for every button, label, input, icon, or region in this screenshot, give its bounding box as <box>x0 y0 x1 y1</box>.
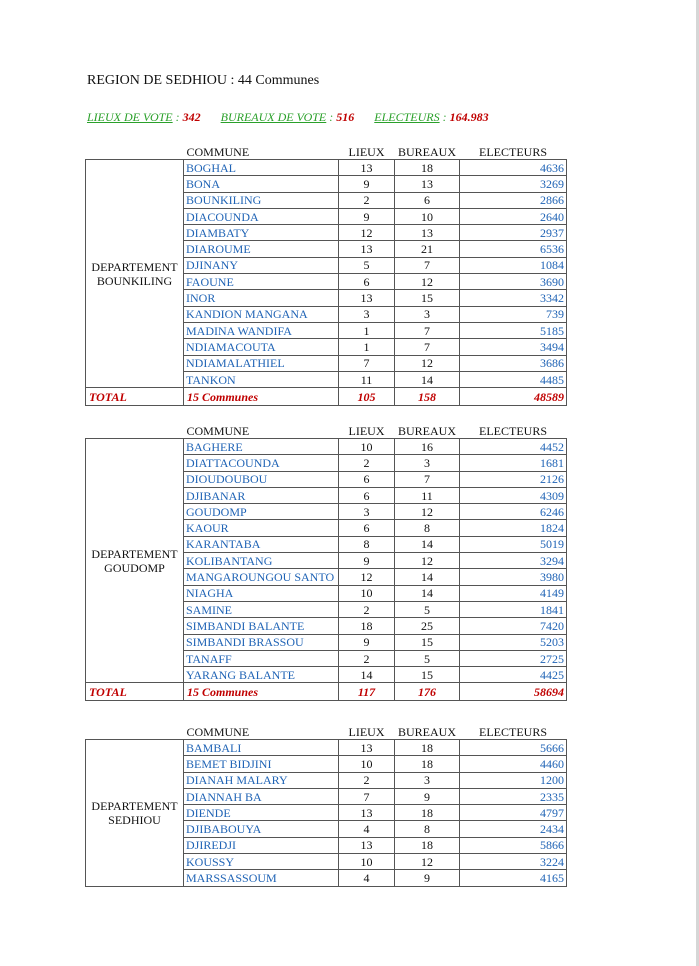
lieux-cell: 9 <box>339 553 395 569</box>
commune-cell: BONA <box>184 176 339 192</box>
electeurs-cell: 1824 <box>460 520 567 536</box>
lieux-cell: 10 <box>339 439 395 455</box>
bureaux-cell: 9 <box>395 870 460 886</box>
total-electeurs: 48589 <box>460 388 567 406</box>
electeurs-cell: 4460 <box>460 756 567 772</box>
lieux-cell: 7 <box>339 355 395 371</box>
lieux-cell: 6 <box>339 274 395 290</box>
table-header-row <box>86 423 567 439</box>
electeurs-cell: 3342 <box>460 290 567 306</box>
header-spacer <box>86 144 184 160</box>
departement-label: DEPARTEMENT <box>91 798 178 813</box>
commune-cell: BAGHERE <box>184 439 339 455</box>
header-bureaux: BUREAUX <box>397 144 456 159</box>
electeurs-cell: 1841 <box>460 601 567 617</box>
header-bureaux: BUREAUX <box>397 724 456 739</box>
total-label: TOTAL <box>86 388 184 406</box>
region-summary <box>87 110 489 125</box>
lieux-cell: 1 <box>339 322 395 338</box>
electeurs-cell: 6246 <box>460 504 567 520</box>
electeurs-cell: 739 <box>460 306 567 322</box>
electeurs-cell: 2866 <box>460 192 567 208</box>
electeurs-cell: 3224 <box>460 854 567 870</box>
electeurs-cell: 3690 <box>460 274 567 290</box>
commune-cell: SIMBANDI BRASSOU <box>184 634 339 650</box>
commune-cell: MADINA WANDIFA <box>184 322 339 338</box>
lieux-cell: 2 <box>339 601 395 617</box>
electeurs-cell: 2335 <box>460 788 567 804</box>
lieux-cell: 2 <box>339 192 395 208</box>
commune-cell: KARANTABA <box>184 536 339 552</box>
electeurs-cell: 6536 <box>460 241 567 257</box>
departement-title: SEDHIOU <box>108 812 161 827</box>
bureaux-cell: 15 <box>395 290 460 306</box>
table-row <box>86 740 567 756</box>
bureaux-cell: 12 <box>395 274 460 290</box>
bureaux-cell: 25 <box>395 618 460 634</box>
bureaux-cell: 8 <box>395 821 460 837</box>
lieux-cell: 12 <box>339 225 395 241</box>
electeurs-summary-sep: : <box>439 110 450 124</box>
electeurs-cell: 5666 <box>460 740 567 756</box>
commune-cell: YARANG BALANTE <box>184 667 339 683</box>
commune-cell: BOGHAL <box>184 160 339 176</box>
bureaux-cell: 13 <box>395 176 460 192</box>
bureaux-cell: 11 <box>395 487 460 503</box>
total-row <box>86 683 567 701</box>
header-lieux: LIEUX <box>348 724 385 739</box>
bureaux-cell: 7 <box>395 471 460 487</box>
lieux-cell: 2 <box>339 455 395 471</box>
table-row <box>86 439 567 455</box>
lieux-cell: 9 <box>339 208 395 224</box>
lieux-cell: 1 <box>339 339 395 355</box>
commune-cell: DJIBANAR <box>184 487 339 503</box>
electeurs-cell: 3494 <box>460 339 567 355</box>
header-lieux: LIEUX <box>348 144 385 159</box>
electeurs-cell: 3269 <box>460 176 567 192</box>
electeurs-cell: 2937 <box>460 225 567 241</box>
total-label: TOTAL <box>86 683 184 701</box>
bureaux-cell: 16 <box>395 439 460 455</box>
bureaux-cell: 14 <box>395 371 460 387</box>
electeurs-cell: 1084 <box>460 257 567 273</box>
bureaux-cell: 9 <box>395 788 460 804</box>
commune-cell: KANDION MANGANA <box>184 306 339 322</box>
commune-cell: DJINANY <box>184 257 339 273</box>
electeurs-cell: 5019 <box>460 536 567 552</box>
electeurs-cell: 1681 <box>460 455 567 471</box>
commune-cell: DIANNAH BA <box>184 788 339 804</box>
header-bureaux: BUREAUX <box>397 423 456 438</box>
bureaux-cell: 5 <box>395 650 460 666</box>
bureaux-cell: 13 <box>395 225 460 241</box>
header-lieux: LIEUX <box>348 423 385 438</box>
bureaux-cell: 21 <box>395 241 460 257</box>
table-header-row <box>86 724 567 740</box>
departement-table <box>85 724 567 887</box>
lieux-cell: 2 <box>339 772 395 788</box>
bureaux-cell: 3 <box>395 306 460 322</box>
header-electeurs: ELECTEURS <box>479 144 547 159</box>
lieux-cell: 6 <box>339 520 395 536</box>
bureaux-cell: 18 <box>395 160 460 176</box>
header-commune: COMMUNE <box>186 724 250 739</box>
commune-cell: NDIAMACOUTA <box>184 339 339 355</box>
commune-cell: SAMINE <box>184 601 339 617</box>
lieux-cell: 13 <box>339 160 395 176</box>
electeurs-cell: 2640 <box>460 208 567 224</box>
lieux-cell: 10 <box>339 854 395 870</box>
electeurs-cell: 5185 <box>460 322 567 338</box>
bureaux-cell: 12 <box>395 504 460 520</box>
bureaux-cell: 7 <box>395 257 460 273</box>
lieux-cell: 13 <box>339 805 395 821</box>
lieux-cell: 10 <box>339 756 395 772</box>
electeurs-cell: 4165 <box>460 870 567 886</box>
commune-cell: TANKON <box>184 371 339 387</box>
lieux-cell: 4 <box>339 821 395 837</box>
electeurs-cell: 4425 <box>460 667 567 683</box>
bureaux-cell: 15 <box>395 667 460 683</box>
commune-cell: DIATTACOUNDA <box>184 455 339 471</box>
total-communes: 15 Communes <box>184 388 339 406</box>
lieux-cell: 9 <box>339 634 395 650</box>
electeurs-summary-label: ELECTEURS <box>374 110 440 124</box>
commune-cell: SIMBANDI BALANTE <box>184 618 339 634</box>
bureaux-cell: 18 <box>395 805 460 821</box>
electeurs-cell: 5203 <box>460 634 567 650</box>
lieux-cell: 13 <box>339 837 395 853</box>
electeurs-cell: 4452 <box>460 439 567 455</box>
bureaux-cell: 18 <box>395 837 460 853</box>
total-bureaux: 158 <box>395 388 460 406</box>
header-commune: COMMUNE <box>186 144 250 159</box>
bureaux-cell: 14 <box>395 536 460 552</box>
electeurs-cell: 4149 <box>460 585 567 601</box>
total-lieux: 117 <box>339 683 395 701</box>
bureaux-cell: 8 <box>395 520 460 536</box>
lieux-cell: 9 <box>339 176 395 192</box>
commune-cell: INOR <box>184 290 339 306</box>
bureaux-cell: 5 <box>395 601 460 617</box>
commune-cell: MARSSASSOUM <box>184 870 339 886</box>
bureaux-cell: 15 <box>395 634 460 650</box>
electeurs-cell: 2126 <box>460 471 567 487</box>
total-electeurs: 58694 <box>460 683 567 701</box>
bureaux-cell: 6 <box>395 192 460 208</box>
lieux-cell: 5 <box>339 257 395 273</box>
electeurs-cell: 1200 <box>460 772 567 788</box>
commune-cell: BOUNKILING <box>184 192 339 208</box>
lieux-cell: 7 <box>339 788 395 804</box>
header-commune: COMMUNE <box>186 423 250 438</box>
bureaux-cell: 12 <box>395 355 460 371</box>
lieux-cell: 13 <box>339 740 395 756</box>
bureaux-cell: 12 <box>395 553 460 569</box>
commune-cell: DIANAH MALARY <box>184 772 339 788</box>
bureaux-cell: 3 <box>395 772 460 788</box>
electeurs-cell: 3980 <box>460 569 567 585</box>
departement-label: DEPARTEMENT <box>91 546 178 561</box>
lieux-cell: 10 <box>339 585 395 601</box>
electeurs-cell: 5866 <box>460 837 567 853</box>
lieux-cell: 11 <box>339 371 395 387</box>
bureaux-summary-sep: : <box>326 110 337 124</box>
commune-cell: DIENDE <box>184 805 339 821</box>
departement-title: BOUNKILING <box>96 273 173 288</box>
electeurs-cell: 4797 <box>460 805 567 821</box>
departement-name <box>86 160 184 388</box>
bureaux-cell: 14 <box>395 569 460 585</box>
total-communes: 15 Communes <box>184 683 339 701</box>
bureaux-cell: 18 <box>395 740 460 756</box>
bureaux-cell: 18 <box>395 756 460 772</box>
page-title: REGION DE SEDHIOU : 44 Communes <box>87 73 320 88</box>
lieux-cell: 6 <box>339 471 395 487</box>
commune-cell: KOUSSY <box>184 854 339 870</box>
header-spacer <box>86 423 184 439</box>
header-spacer <box>86 724 184 740</box>
electeurs-cell: 2434 <box>460 821 567 837</box>
bureaux-cell: 3 <box>395 455 460 471</box>
lieux-cell: 3 <box>339 306 395 322</box>
header-electeurs: ELECTEURS <box>479 423 547 438</box>
bureaux-summary-value: 516 <box>336 110 355 124</box>
lieux-summary-sep: : <box>172 110 183 124</box>
commune-cell: KAOUR <box>184 520 339 536</box>
bureaux-cell: 12 <box>395 854 460 870</box>
commune-cell: BEMET BIDJINI <box>184 756 339 772</box>
commune-cell: NDIAMALATHIEL <box>184 355 339 371</box>
commune-cell: BAMBALI <box>184 740 339 756</box>
lieux-cell: 8 <box>339 536 395 552</box>
electeurs-summary-value: 164.983 <box>449 110 489 124</box>
electeurs-cell: 4309 <box>460 487 567 503</box>
commune-cell: NIAGHA <box>184 585 339 601</box>
departement-name <box>86 439 184 683</box>
departement-title: GOUDOMP <box>104 560 165 575</box>
electeurs-cell: 2725 <box>460 650 567 666</box>
commune-cell: MANGAROUNGOU SANTO <box>184 569 339 585</box>
commune-cell: DIAMBATY <box>184 225 339 241</box>
electeurs-cell: 3686 <box>460 355 567 371</box>
electeurs-cell: 4636 <box>460 160 567 176</box>
bureaux-summary-label: BUREAUX DE VOTE <box>220 110 327 124</box>
departement-table <box>85 423 567 701</box>
lieux-cell: 6 <box>339 487 395 503</box>
lieux-cell: 4 <box>339 870 395 886</box>
lieux-cell: 13 <box>339 290 395 306</box>
commune-cell: DIACOUNDA <box>184 208 339 224</box>
total-lieux: 105 <box>339 388 395 406</box>
electeurs-cell: 4485 <box>460 371 567 387</box>
header-electeurs: ELECTEURS <box>479 724 547 739</box>
lieux-cell: 12 <box>339 569 395 585</box>
departement-table <box>85 144 567 406</box>
commune-cell: GOUDOMP <box>184 504 339 520</box>
commune-cell: KOLIBANTANG <box>184 553 339 569</box>
commune-cell: DJIREDJI <box>184 837 339 853</box>
departement-label: DEPARTEMENT <box>91 259 178 274</box>
bureaux-cell: 14 <box>395 585 460 601</box>
bureaux-cell: 7 <box>395 322 460 338</box>
lieux-cell: 3 <box>339 504 395 520</box>
table-row <box>86 160 567 176</box>
commune-cell: TANAFF <box>184 650 339 666</box>
commune-cell: DJIBABOUYA <box>184 821 339 837</box>
total-bureaux: 176 <box>395 683 460 701</box>
bureaux-cell: 7 <box>395 339 460 355</box>
table-header-row <box>86 144 567 160</box>
lieux-summary-value: 342 <box>182 110 201 124</box>
commune-cell: FAOUNE <box>184 274 339 290</box>
bureaux-cell: 10 <box>395 208 460 224</box>
electeurs-cell: 7420 <box>460 618 567 634</box>
lieux-cell: 13 <box>339 241 395 257</box>
electeurs-cell: 3294 <box>460 553 567 569</box>
lieux-cell: 14 <box>339 667 395 683</box>
lieux-cell: 2 <box>339 650 395 666</box>
total-row <box>86 388 567 406</box>
commune-cell: DIOUDOUBOU <box>184 471 339 487</box>
departement-name <box>86 740 184 887</box>
commune-cell: DIAROUME <box>184 241 339 257</box>
lieux-cell: 18 <box>339 618 395 634</box>
lieux-summary-label: LIEUX DE VOTE <box>87 110 173 124</box>
